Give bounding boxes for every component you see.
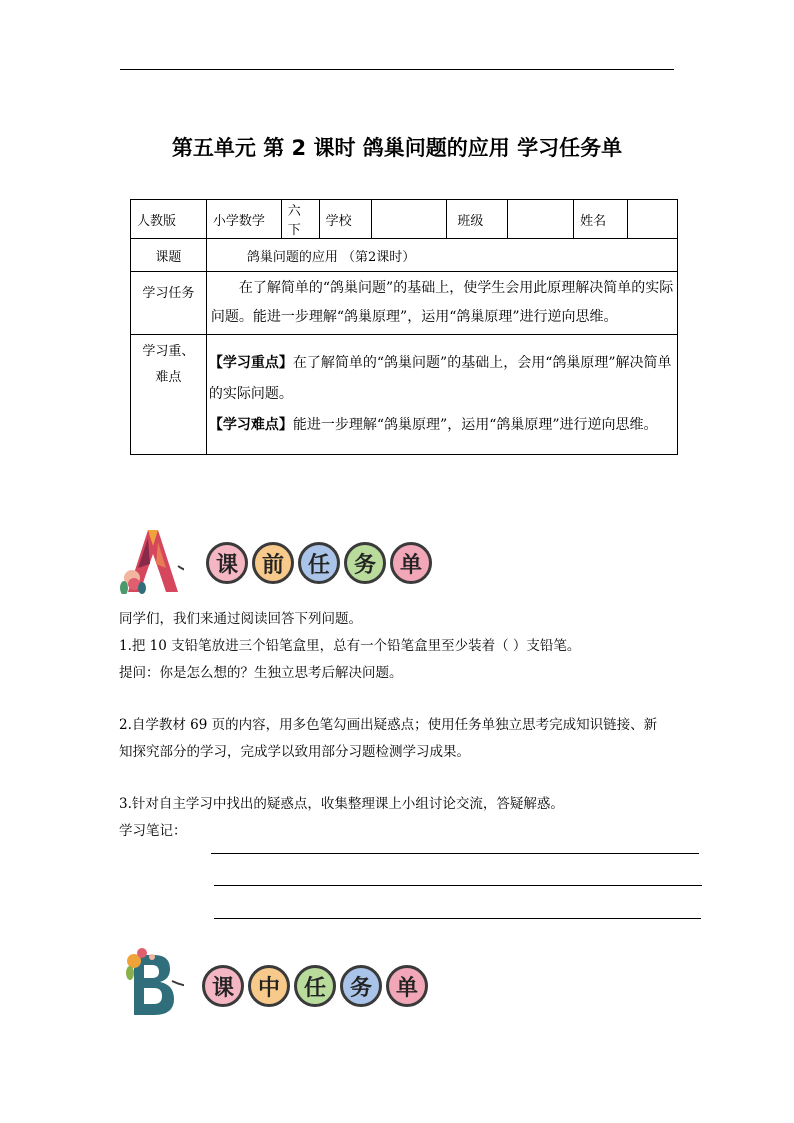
header-rule bbox=[120, 69, 674, 70]
section-a-char: 任 bbox=[298, 542, 340, 584]
difficulty-tag: 【学习难点】 bbox=[208, 417, 293, 433]
section-a-title bbox=[206, 542, 432, 584]
section-b-char: 中 bbox=[248, 965, 290, 1007]
question-3: 3.针对自主学习中找出的疑惑点，收集整理课上小组讨论交流，答疑解惑。 bbox=[119, 796, 564, 812]
task-label: 学习任务 bbox=[131, 272, 207, 335]
info-table bbox=[130, 199, 678, 455]
class-label: 班级 bbox=[447, 200, 508, 239]
section-b-title bbox=[202, 965, 428, 1007]
question-1-hint: 提问：你是怎么想的？生独立思考后解决问题。 bbox=[119, 665, 403, 681]
section-a-char: 务 bbox=[344, 542, 386, 584]
name-field[interactable] bbox=[628, 200, 678, 239]
publisher-cell: 人教版 bbox=[131, 200, 207, 239]
key-label: 学习重、难点 bbox=[131, 335, 207, 455]
notes-line[interactable] bbox=[211, 853, 699, 854]
page-title: 第五单元 第 2 课时 鸽巢问题的应用 学习任务单 bbox=[171, 136, 623, 160]
key-points-cell bbox=[206, 335, 677, 455]
topic-label: 课题 bbox=[131, 239, 207, 272]
notes-line[interactable] bbox=[214, 918, 701, 919]
class-field[interactable] bbox=[508, 200, 574, 239]
intro-text: 同学们，我们来通过阅读回答下列问题。 bbox=[119, 611, 362, 627]
difficulty-text: 能进一步理解“鸽巢原理”，运用“鸽巢原理”进行逆向思维。 bbox=[292, 417, 658, 433]
name-label: 姓名 bbox=[574, 200, 628, 239]
key-point-tag: 【学习重点】 bbox=[208, 355, 293, 371]
section-a-char: 课 bbox=[206, 542, 248, 584]
subject-cell: 小学数学 bbox=[206, 200, 281, 239]
task-text: 在了解简单的“鸽巢问题”的基础上，使学生会用此原理解决简单的实际问题。能进一步理解“鸽巢原理”，运用“鸽巢原理”进行逆向思维。 bbox=[206, 272, 677, 335]
topic-value: 鸽巢问题的应用 （第2课时） bbox=[206, 239, 677, 272]
notes-line[interactable] bbox=[214, 885, 702, 886]
question-2-line-1: 2.自学教材 69 页的内容，用多色笔勾画出疑惑点；使用任务单独立思考完成知识链接、新 bbox=[119, 717, 658, 733]
section-b-char: 务 bbox=[340, 965, 382, 1007]
letter-b-icon bbox=[124, 947, 184, 1019]
school-field[interactable] bbox=[371, 200, 447, 239]
section-b-char: 课 bbox=[202, 965, 244, 1007]
letter-a-icon bbox=[120, 528, 184, 594]
question-2-line-2: 知探究部分的学习，完成学以致用部分习题检测学习成果。 bbox=[119, 744, 470, 760]
notes-label: 学习笔记： bbox=[119, 823, 187, 839]
grade-cell: 六下 bbox=[281, 200, 319, 239]
question-1: 1.把 10 支铅笔放进三个铅笔盒里，总有一个铅笔盒里至少装着（ ）支铅笔。 bbox=[119, 638, 581, 654]
section-b-char: 任 bbox=[294, 965, 336, 1007]
section-a-char: 前 bbox=[252, 542, 294, 584]
section-b-char: 单 bbox=[386, 965, 428, 1007]
section-a-char: 单 bbox=[390, 542, 432, 584]
key-point-text: 在了解简单的“鸽巢问题”的基础上，会用“鸽巢原理”解决简单的实际问题。 bbox=[208, 355, 672, 402]
school-label: 学校 bbox=[319, 200, 371, 239]
